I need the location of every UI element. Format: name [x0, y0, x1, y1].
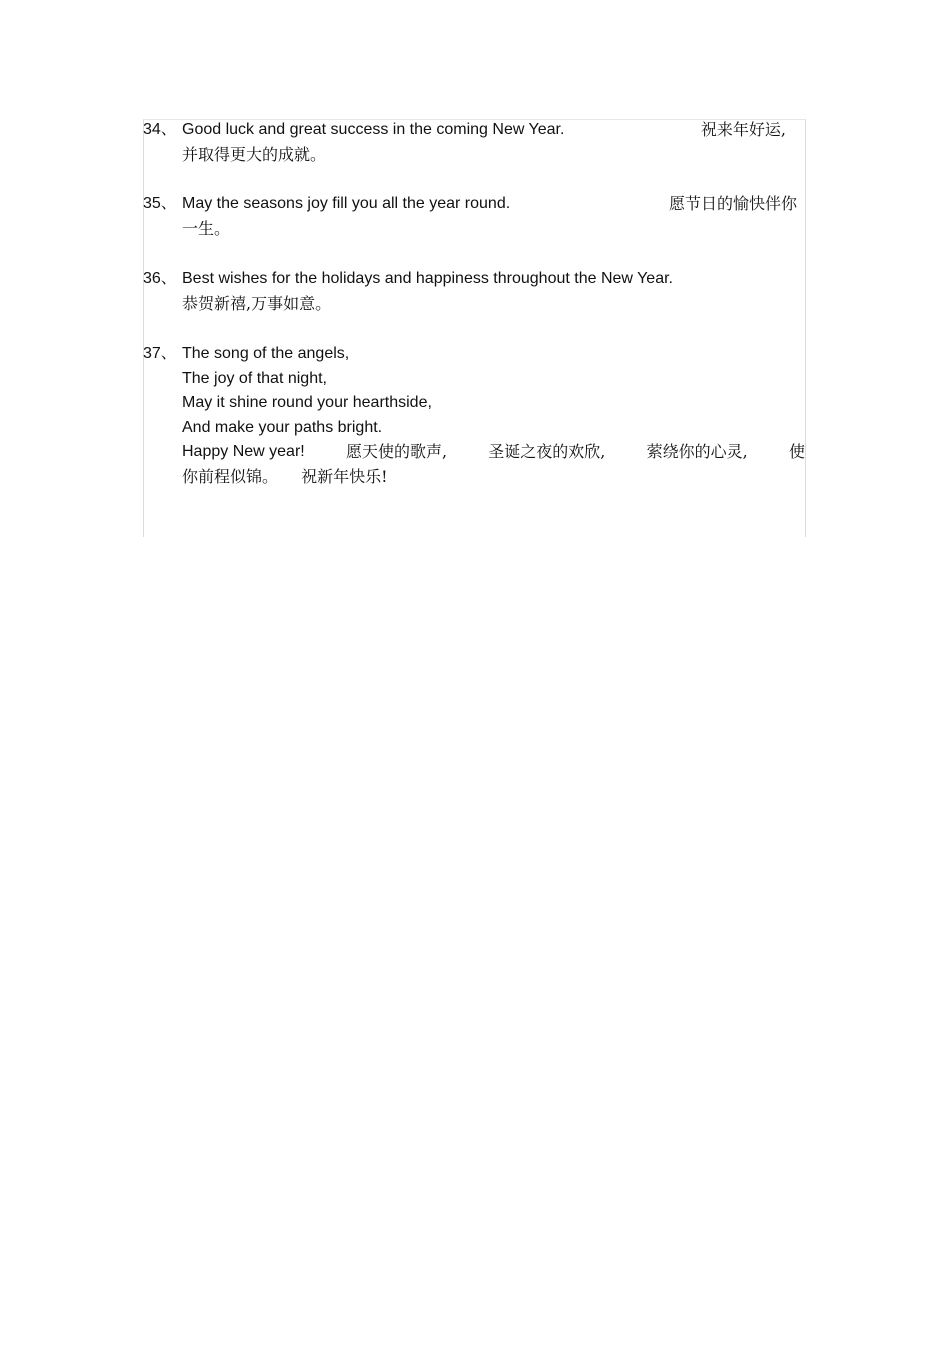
english-text: May the seasons joy fill you all the year round. [182, 195, 511, 212]
poem-line: May it shine round your hearthside, [182, 394, 432, 411]
greeting-item-35 [143, 192, 807, 241]
poem-line: And make your paths bright. [182, 418, 383, 436]
poem-line: The joy of that night, [182, 369, 327, 387]
chinese-text-continued: 并取得更大的成就。 [182, 144, 327, 164]
english-text: Best wishes for the holidays and happiness throughout the New Year. [182, 270, 673, 287]
chinese-text: 使 [788, 442, 805, 461]
chinese-text-continued: 你前程似锦。 [182, 466, 279, 486]
greeting-item-37 [143, 342, 807, 489]
chinese-text: 恭贺新禧,万事如意。 [182, 293, 332, 313]
greeting-item-34 [143, 118, 807, 167]
english-text: Good luck and great success in the coming New Year. [182, 121, 565, 138]
chinese-text: 愿节日的愉快伴你 [668, 194, 797, 213]
chinese-text: 萦绕你的心灵, [646, 442, 748, 461]
item-number: 35、 [143, 195, 177, 212]
poem-line: The song of the angels, [182, 345, 350, 362]
chinese-text: 祝来年好运, [700, 120, 786, 139]
item-number: 37、 [143, 345, 177, 362]
item-number: 36、 [143, 270, 177, 287]
chinese-text: 愿天使的歌声, [345, 442, 448, 461]
poem-line-english: Happy New year! [182, 443, 305, 460]
chinese-text: 圣诞之夜的欢欣, [488, 442, 606, 461]
item-number: 34、 [143, 121, 177, 138]
chinese-text-continued: 祝新年快乐! [301, 466, 388, 486]
chinese-text-continued: 一生。 [182, 218, 231, 238]
greeting-item-36 [143, 267, 807, 316]
